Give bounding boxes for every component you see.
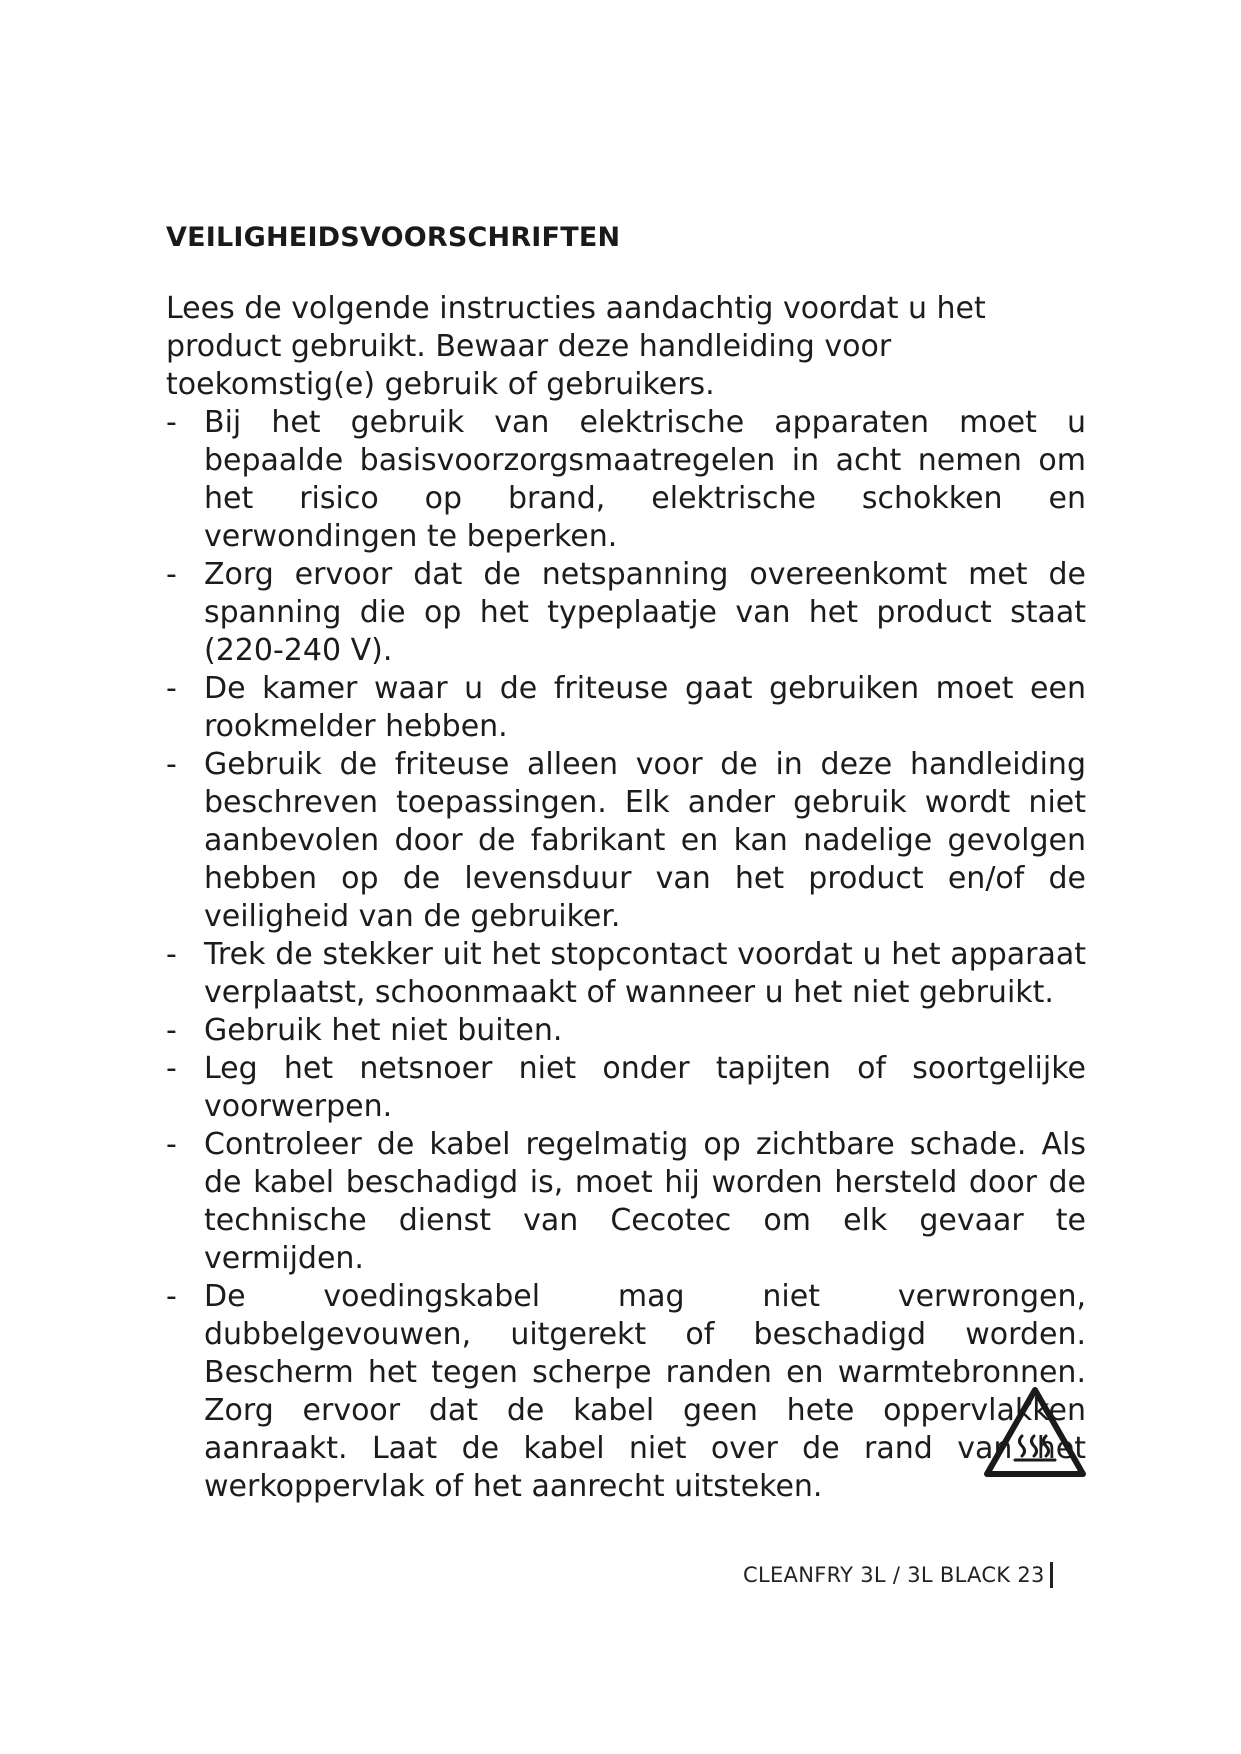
list-item	[166, 1126, 1086, 1278]
list-item	[166, 1050, 1086, 1126]
safety-list	[166, 404, 1086, 1506]
list-item-text: Gebruik de friteuse alleen voor de in deze handleiding beschreven toepassingen. Elk ander gebruik wordt niet aanbevolen door de fabrikant en kan nadelige gevolgen hebben op de levensduur van het product en/of de veiligheid van de gebruiker.	[204, 747, 1086, 934]
list-bullet: -	[166, 557, 177, 592]
list-bullet: -	[166, 405, 177, 440]
page-title: VEILIGHEIDSVOORSCHRIFTEN	[166, 222, 621, 253]
list-item-text: Controleer de kabel regelmatig op zichtbare schade. Als de kabel beschadigd is, moet hij worden hersteld door de technische dienst van Cecotec om elk gevaar te vermijden.	[204, 1127, 1086, 1276]
footer-divider	[1050, 1562, 1053, 1588]
safety-instructions	[166, 290, 1086, 1506]
list-item-text: Zorg ervoor dat de netspanning overeenkomt met de spanning die op het typeplaatje van het product staat (220-240 V).	[204, 557, 1086, 668]
list-item	[166, 1012, 1086, 1050]
page-footer	[743, 1562, 1053, 1588]
list-item	[166, 556, 1086, 670]
list-item-text: Gebruik het niet buiten.	[204, 1013, 563, 1048]
list-item	[166, 936, 1086, 1012]
list-bullet: -	[166, 1127, 177, 1162]
list-item-text: Trek de stekker uit het stopcontact voordat u het apparaat verplaatst, schoonmaakt of wanneer u het niet gebruikt.	[204, 937, 1086, 1010]
list-bullet: -	[166, 1013, 177, 1048]
list-item	[166, 1278, 1086, 1506]
list-item-text: Bij het gebruik van elektrische apparaten moet u bepaalde basisvoorzorgsmaatregelen in acht nemen om het risico op brand, elektrische schokken en verwondingen te beperken.	[204, 405, 1086, 554]
hot-surface-warning-icon	[982, 1384, 1088, 1482]
intro-paragraph: Lees de volgende instructies aandachtig voordat u het product gebruikt. Bewaar deze handleiding voor toekomstig(e) gebruik of gebruikers.	[166, 291, 986, 402]
list-item-text: De voedingskabel mag niet verwrongen, dubbelgevouwen, uitgerekt of beschadigd worden. Bescherm het tegen scherpe randen en warmtebronnen. Zorg ervoor dat de kabel geen hete oppervlakken aanraakt. Laat de kabel niet over de rand van het werkoppervlak of het aanrecht uitsteken.	[204, 1279, 1086, 1504]
list-item	[166, 670, 1086, 746]
list-bullet: -	[166, 1279, 177, 1314]
list-item-text: Leg het netsnoer niet onder tapijten of soortgelijke voorwerpen.	[204, 1051, 1086, 1124]
list-bullet: -	[166, 1051, 177, 1086]
list-item-text: De kamer waar u de friteuse gaat gebruiken moet een rookmelder hebben.	[204, 671, 1086, 744]
list-bullet: -	[166, 937, 177, 972]
list-bullet: -	[166, 671, 177, 706]
list-item	[166, 746, 1086, 936]
list-item	[166, 404, 1086, 556]
footer-model-page: CLEANFRY 3L / 3L BLACK 23	[743, 1563, 1045, 1587]
list-bullet: -	[166, 747, 177, 782]
